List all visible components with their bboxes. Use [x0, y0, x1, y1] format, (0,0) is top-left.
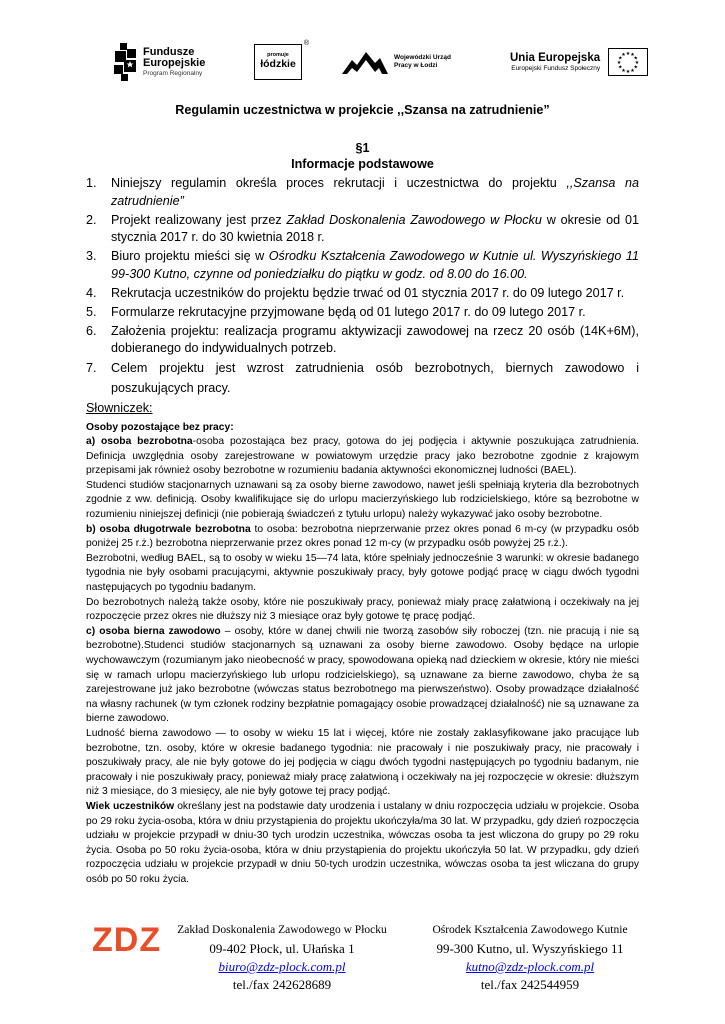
zdz-logo-icon	[92, 921, 164, 955]
rule-number: 6.	[86, 323, 97, 338]
rules-list	[86, 175, 639, 398]
document-title: Regulamin uczestnictwa w projekcie ,,Szansa na zatrudnienie”	[175, 103, 550, 117]
rule-number: 5.	[86, 304, 97, 319]
rule-item	[86, 285, 639, 303]
glossary-def: -osoba pozostająca bez pracy, gotowa do jej podjęcia i aktywnie poszukująca zatrudnienia. Definicja uwzględnia osoby zarejestrowane w powiatowym urzędzie pracy jako bezrobotne zgodnie z krajowym przepisami jak również osoby bezrobotne w rozumieniu badania aktywności ekonomicznej ludności (BAEL).	[86, 436, 639, 477]
rule-text: Rekrutacja uczestników do projektu będzie trwać od 01 stycznia 2017 r. do 09 lutego 2017 r.	[111, 285, 625, 300]
section-title: Informacje podstawowe	[291, 157, 434, 171]
footer-right	[416, 921, 644, 994]
footer-right-email-link[interactable]: kutno@zdz-plock.com.pl	[465, 959, 595, 974]
footer-left	[172, 921, 392, 994]
fundusze-europejskie-mark-icon	[112, 43, 138, 81]
wup-line2: Pracy w Łodzi	[394, 62, 438, 69]
rule-number: 3.	[86, 249, 97, 263]
eu-star-icon: ★	[633, 55, 639, 62]
wup-mountains-icon	[342, 48, 388, 76]
eu-star-icon: ★	[616, 60, 622, 66]
footer-left-name: Zakład Doskonalenia Zawodowego w Płocku	[177, 924, 387, 936]
rule-text: Założenia projektu: realizacja programu aktywizacji zawodowej na rzecz 20 osób (14K+6M), dobieranego do indywidualnych potrzeb.	[111, 323, 639, 355]
glossary-paragraph: Studenci studiów stacjonarnych uznawani są za osoby bierne zawodowo, nawet jeśli spełniają kryteria dla bezrobotnych zgodnie z ww. definicją. Osoby kwalifikujące się do urlopu macierzyńskiego lub rodzicielskiego, które są bezrobotne w rozumieniu niniejszej definicji (nie pobierają świadczeń z tytułu urlopu) należy wykazywać jako osoby bezrobotne.	[86, 479, 639, 521]
wup-line1: Wojewódzki Urząd	[394, 53, 451, 61]
rule-number: 2.	[86, 212, 97, 227]
rule-text: Formularze rekrutacyjne przyjmowane będą od 01 lutego 2017 r. do 09 lutego 2017 r.	[111, 304, 586, 319]
glossary	[86, 421, 639, 888]
eu-star-icon: ★	[633, 64, 639, 71]
glossary-term: Wiek uczestników	[86, 800, 175, 812]
fe-line3: Program Regionalny	[143, 69, 203, 77]
ue-line1: Unia Europejska	[510, 51, 601, 64]
svg-text:ZDZ: ZDZ	[92, 921, 162, 955]
eu-star-icon: ★	[621, 52, 626, 59]
lodzkie-box	[254, 40, 309, 80]
registered-mark: ®	[303, 40, 309, 47]
rule-item	[86, 359, 639, 398]
footer-right-name: Ośrodek Kształcenia Zawodowego Kutnie	[432, 924, 628, 936]
fundusze-europejskie-logo	[112, 40, 205, 84]
lodzkie-promuje-text: promuje	[267, 52, 289, 59]
ue-line2: Europejski Fundusz Społeczny	[511, 64, 601, 72]
section-number: §1	[355, 141, 370, 155]
glossary-entry-wiek	[86, 800, 639, 888]
rule-text-tail: w okresie od 01 stycznia 2017 r. do 30 kwietnia 2018 r.	[111, 212, 639, 244]
rule-text: Celem projektu jest wzrost zatrudnienia osób bezrobotnych, biernych zawodowo i poszukujących pracy.	[111, 361, 639, 395]
glossary-def: – osoby, które w danej chwili nie tworzą zasobów siły roboczej (tzn. nie pracują i nie są bezrobotne).Studenci studiów stacjonarnych są uznawani za osoby bierne zawodowo. Osoby będące na urlopie wychowawczym (rozumianym jako nieobecność w pracy, spowodowana opieką nad dzieckiem w okresie, który nie mieści się w ramach urlopu macierzyńskiego lub urlopu rodzicielskiego), są uznawane za bierne zawodowo, chyba że są zarejestrowane już jako bezrobotne (wówczas status bezrobotnego ma pierwszeństwo). Osoby prowadzące działalność na własny rachunek (w tym członek rodziny bezpłatnie pomagający osobie prowadzącej działalność) nie są uznawane za bierne zawodowo.	[86, 625, 640, 725]
eu-stars-icon	[615, 50, 641, 74]
eu-star-icon: ★	[630, 67, 635, 74]
rule-number: 7.	[86, 361, 97, 375]
rule-text: Biuro projektu mieści się w	[111, 249, 269, 263]
lodzkie-name-text: łódzkie	[260, 57, 296, 70]
eu-star-icon: ★	[621, 67, 626, 74]
promuje-lodzkie-logo	[254, 40, 309, 84]
glossary-paragraph: Do bezrobotnych należą także osoby, które nie poszukiwały pracy, ponieważ miały pracę załatwioną i oczekiwały na jej rozpoczęcie przez okres nie dłuższy niż 3 miesiące oraz były gotowe tę pracę podjąć.	[86, 596, 639, 623]
rule-item	[86, 175, 639, 210]
glossary-paragraph: Ludność bierna zawodowo — to osoby w wieku 15 lat i więcej, które nie zostały zaklasyfikowane jako pracujące lub bezrobotne, tzn. osoby, które w okresie badanego tygodnia: nie pracowały i nie poszukiwały pracy, nie pracowały i poszukiwały pracy, ale nie były gotowe do jej podjęcia w ciągu dwóch tygodni następujących po tygodniu badanym, nie pracowały i nie poszukiwały pracy, ponieważ miały pracę załatwioną i oczekiwały na jej rozpoczęcie w okresie: dłuższym niż 3 miesiące, do 3 miesięcy, ale nie były gotowe tej pracy podjąć.	[86, 727, 639, 798]
fe-line2: Europejskie	[143, 57, 206, 70]
glossary-entry-b	[86, 523, 639, 552]
glossary-paragraph: Bezrobotni, według BAEL, są to osoby w wieku 15—74 lata, które spełniały jednocześnie 3 warunki: w okresie badanego tygodnia nie były osobami pracującymi, aktywnie poszukiwały pracy, były gotowe podjąć pracę w ciągu dwóch tygodni następujących po tygodniu badanym.	[86, 552, 639, 594]
footer-left-address: 09-402 Płock, ul. Ułańska 1	[209, 941, 355, 956]
rule-emphasis: ,,Szansa na zatrudnienie”	[111, 176, 639, 208]
rule-item	[86, 212, 639, 247]
footer-right-tel: tel./fax 242544959	[480, 977, 580, 992]
rule-number: 4.	[86, 285, 97, 300]
eu-star-icon: ★	[634, 60, 640, 66]
rule-text: Projekt realizowany jest przez	[111, 212, 287, 227]
header-logos	[112, 40, 652, 84]
glossary-entry-a	[86, 435, 639, 479]
rule-item	[86, 248, 639, 283]
footer-left-tel: tel./fax 242628689	[232, 977, 332, 992]
rule-emphasis: Ośrodku Kształcenia Zawodowego w Kutnie ul. Wyszyńskiego 11 99-300 Kutno, czynne od poniedziałku do piątku w godz. od 8.00 do 16.00.	[111, 249, 640, 281]
glossary-term: c) osoba bierna zawodowo	[86, 625, 221, 637]
rule-item	[86, 323, 639, 358]
glossary-heading: Osoby pozostające bez pracy:	[86, 421, 234, 433]
wup-lodz-logo	[342, 40, 451, 84]
glossary-term: a) osoba bezrobotna	[86, 436, 193, 448]
fe-line1: Fundusze	[143, 45, 195, 58]
rule-text: Niniejszy regulamin określa proces rekrutacji i uczestnictwa do projektu	[111, 176, 567, 190]
rule-emphasis: Zakład Doskonalenia Zawodowego w Płocku	[286, 212, 542, 227]
footer-right-address: 99-300 Kutno, ul. Wyszyńskiego 11	[436, 941, 624, 956]
glossary-entry-c	[86, 625, 639, 727]
glossary-term: b) osoba długotrwale bezrobotna	[86, 523, 251, 535]
document-body	[86, 96, 639, 888]
glossary-def: to osoba: bezrobotna nieprzerwanie przez okres ponad 6 m-cy (w przypadku osób poniżej 25 r.ż.) bezrobotna nieprzerwanie przez okres ponad 12 m-cy (w przypadku osób powyżej 25 r.ż.).	[86, 523, 640, 550]
eu-star-icon: ★	[630, 52, 635, 59]
eu-star-icon: ★	[618, 64, 623, 71]
rule-item	[86, 304, 639, 322]
eu-star-icon: ★	[618, 55, 623, 62]
footer	[86, 921, 639, 991]
eu-star-icon: ★	[625, 51, 631, 57]
footer-left-email-link[interactable]: biuro@zdz-plock.com.pl	[218, 959, 346, 974]
glossary-title: Słowniczek:	[86, 400, 153, 415]
eu-star-icon: ★	[625, 69, 631, 74]
glossary-def: określany jest na podstawie daty urodzenia i ustalany w dniu rozpoczęcia udziału w projekcie. Osoba po 29 roku życia-osoba, która w dniu przystąpienia do projektu ukończyła/ma 30 lat. W przypadku, gdy dzień rozpoczęcia udziału w projekcie przypadł w dniu-30 tych urodzin uczestnika, wówczas osoba ta jest wliczona do grupy po 29 roku życia. Osoba po 50 roku życia-osoba, która w dniu przystąpienia do projektu ukończyła 50 lat. W przypadku, gdy dzień rozpoczęcia udziału w projekcie przypadł w dniu 50-tych urodzin uczestnika, wówczas osoba ta jest wliczana do grupy osób po 50 roku życia.	[86, 800, 639, 885]
rule-number: 1.	[86, 176, 97, 190]
unia-europejska-logo	[510, 40, 648, 84]
eu-flag	[608, 48, 648, 76]
